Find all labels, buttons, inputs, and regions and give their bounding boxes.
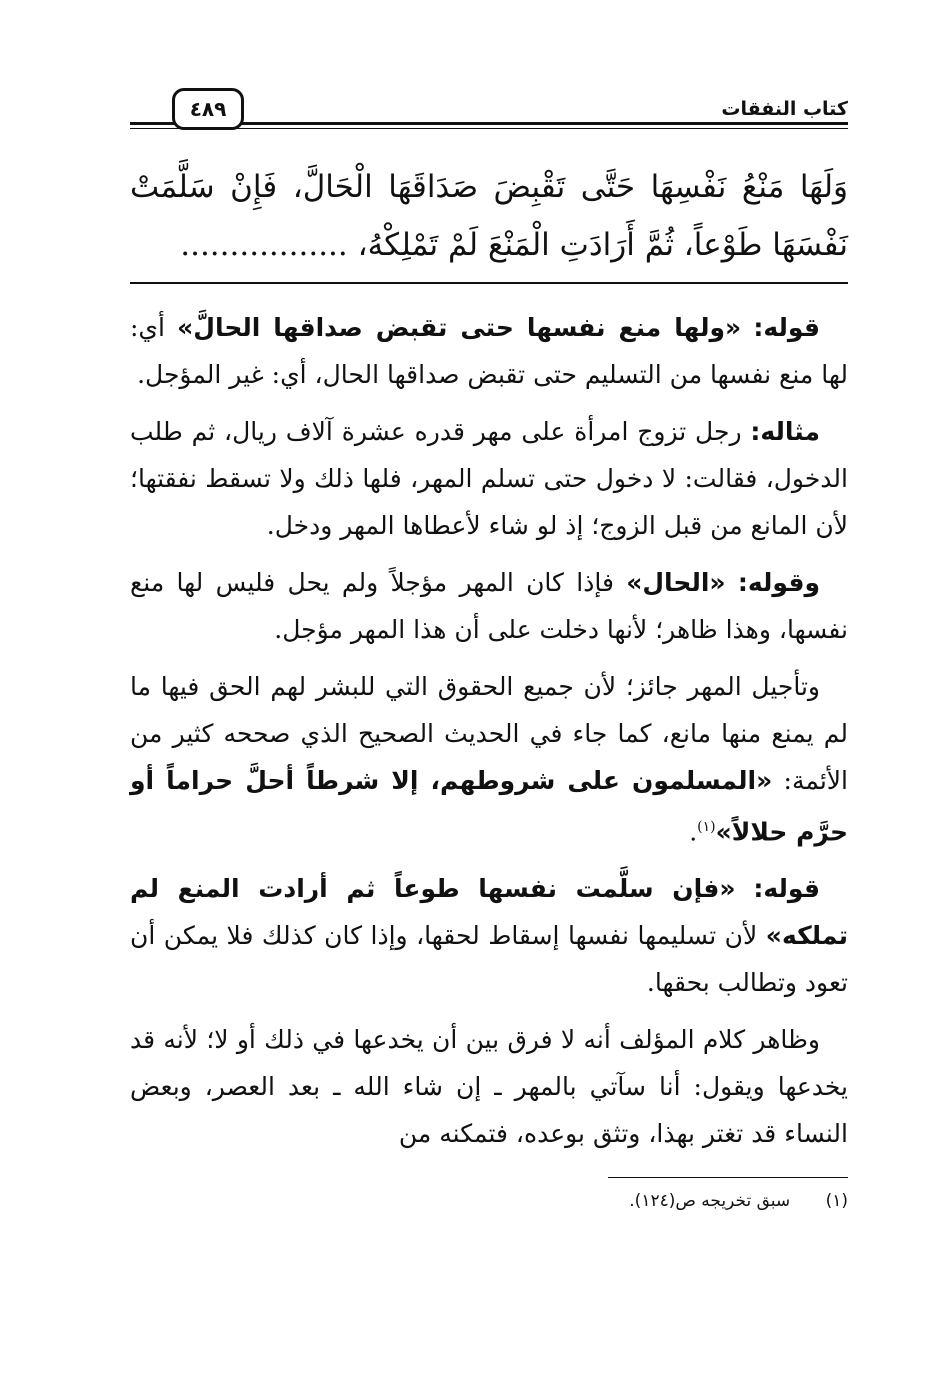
book-page (130, 84, 848, 1216)
paragraph-text: وظاهر كلام المؤلف أنه لا فرق بين أن يخدعها في ذلك أو لا؛ لأنه قد يخدعها ويقول: أنا سآتي بالمهر ـ إن شاء الله ـ بعد العصر، وبعض النساء قد تغتر بهذا، وتثق بوعده، فتمكنه من (130, 1025, 848, 1149)
footnote-reference[interactable]: (١) (697, 819, 716, 835)
book-title: كتاب النفقات (721, 98, 848, 120)
paragraph-quote: «فإن سلَّمت نفسها طوعاً ثم أرادت المنع لم تملكه» (130, 874, 848, 951)
page-header (130, 84, 848, 144)
footnote-separator (608, 1177, 848, 1178)
paragraph-text: لأن تسليمها نفسها إسقاط لحقها، وإذا كان كذلك فلا يمكن أن تعود وتطالب بحقها. (130, 921, 848, 998)
paragraph-text: أي: لها منع نفسها من التسليم حتى تقبض صداقها الحال، أي: غير المؤجل. (130, 313, 848, 389)
matn-text: وَلَهَا مَنْعُ نَفْسِهَا حَتَّى تَقْبِضَ صَدَاقَهَا الْحَالَّ، فَإِنْ سَلَّمَتْ نَفْسَهَا طَوْعاً، ثُمَّ أَرَادَتِ الْمَنْعَ لَمْ تَمْلِكْهُ، ................. (130, 169, 848, 263)
paragraph-text: وتأجيل المهر جائز؛ لأن جميع الحقوق التي للبشر لهم الحق فيها ما لم يمنع منها مانع، كما جاء في الحديث الصحيح الذي صححه كثير من الأئمة: (130, 672, 848, 795)
hadith-quote: «المسلمون على شروطهم، إلا شرطاً أحلَّ حراماً أو حرَّم حلالاً» (130, 766, 848, 847)
paragraph-lead: وقوله: (737, 568, 820, 597)
paragraph-lead: قوله: (753, 313, 820, 342)
paragraph-1 (130, 304, 848, 398)
page-number: ٤٨٩ (172, 88, 244, 130)
paragraph-quote: «الحال» (626, 568, 726, 597)
paragraph-2 (130, 408, 848, 549)
footnote-text: سبق تخريجه ص(١٢٤). (629, 1191, 791, 1212)
paragraph-3 (130, 559, 848, 653)
paragraph-quote: «ولها منع نفسها حتى تقبض صداقها الحالَّ» (177, 313, 742, 342)
paragraph-4 (130, 663, 848, 855)
paragraph-text: رجل تزوج امرأة على مهر قدره عشرة آلاف ريال، ثم طلب الدخول، فقالت: لا دخول حتى تسلم المهر، فلها ذلك ولا تسقط نفقتها؛ لأن المانع من قبل الزوج؛ إذ لو شاء لأعطاها المهر ودخل. (130, 417, 848, 540)
footnote-number: (١) (825, 1191, 848, 1212)
paragraph-text: فإذا كان المهر مؤجلاً ولم يحل فليس لها منع نفسها، وهذا ظاهر؛ لأنها دخلت على أن هذا المهر مؤجل. (130, 568, 848, 644)
paragraph-6 (130, 1016, 848, 1157)
footnote (130, 1186, 848, 1216)
matn-separator (130, 282, 848, 284)
paragraph-lead: مثاله: (750, 417, 820, 446)
paragraph-end: . (689, 817, 698, 847)
paragraph-lead: قوله: (753, 874, 820, 904)
paragraph-5 (130, 865, 848, 1006)
